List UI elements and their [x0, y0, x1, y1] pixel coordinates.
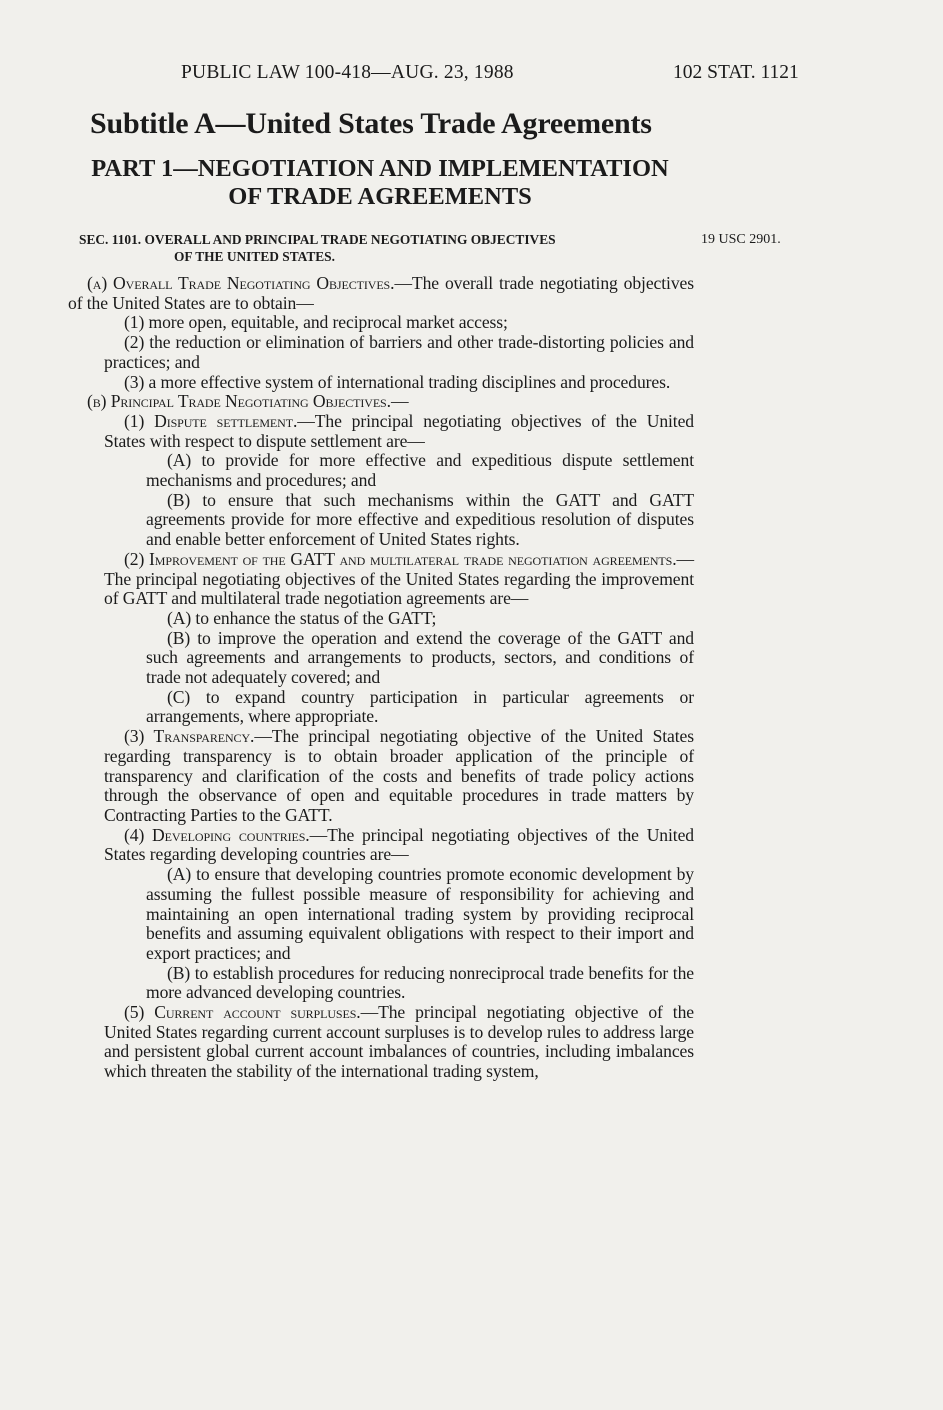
clause-b4A: (A) to ensure that developing countries promote economic development by assuming the fullest possible measure of responsibility for achieving and maintaining an open international trading system by providing reciprocal benefits and assuming equivalent obligations with respect to their import and export practices; and	[146, 864, 694, 963]
clause-b1B: (B) to ensure that such mechanisms within the GATT and GATT agreements provide for more effective and expeditious resolution of disputes and enable better enforcement of United States rights.	[146, 489, 694, 550]
paragraph-b1-text: —The principal negotiating objectives of the United States with respect to dispute settlement are—	[104, 410, 694, 451]
paragraph-a1: (1) more open, equitable, and reciprocal market access;	[124, 312, 508, 333]
subsection-b-heading: (b) Principal Trade Negotiating Objectives.	[87, 391, 391, 412]
paragraph-b5-text: —The principal negotiating objective of the United States regarding current account surpluses is to develop rules to address large and persistent global current account imbalances of countries, including imbalances which threaten the stability of the international trading system,	[104, 1002, 694, 1082]
running-title: PUBLIC LAW 100-418—AUG. 23, 1988	[181, 62, 514, 83]
part-heading-line2: OF TRADE AGREEMENTS	[228, 183, 532, 210]
paragraph-b4-text: —The principal negotiating objectives of the United States regarding developing countries are—	[104, 824, 694, 865]
clause-b2C: (C) to expand country participation in particular agreements or arrangements, where appropriate.	[146, 686, 694, 727]
clause-b1A: (A) to provide for more effective and expeditious dispute settlement mechanisms and procedures; and	[146, 450, 694, 491]
paragraph-b4	[68, 826, 694, 865]
subsection-a-text: —The overall trade negotiating objectives of the United States are to obtain—	[68, 273, 694, 313]
clause-b4B: (B) to establish procedures for reducing nonreciprocal trade benefits for the more advanced developing countries.	[146, 962, 694, 1003]
paragraph-a3: (3) a more effective system of international trading disciplines and procedures.	[124, 371, 671, 392]
section-heading	[79, 231, 691, 265]
paragraph-b3	[68, 727, 694, 826]
margin-citation: 19 USC 2901.	[701, 232, 781, 247]
paragraph-b1-heading: (1) Dispute settlement.	[124, 410, 298, 431]
running-header	[0, 62, 943, 88]
subtitle-heading: Subtitle A—United States Trade Agreements	[90, 107, 652, 140]
paragraph-b2	[68, 550, 694, 609]
paragraph-a2: (2) the reduction or elimination of barriers and other trade-distorting policies and practices; and	[104, 332, 694, 372]
paragraph-b5-heading: (5) Current account surpluses.	[124, 1002, 361, 1023]
paragraph-b1	[68, 412, 694, 451]
paragraph-b4-heading: (4) Developing countries.	[124, 824, 310, 845]
paragraph-b2-text: —The principal negotiating objectives of the United States regarding the improvement of GATT and multilateral trade negotiation agreements are—	[104, 548, 694, 609]
subsection-a	[68, 274, 694, 313]
clause-b2A: (A) to enhance the status of the GATT;	[167, 607, 437, 628]
paragraph-b2-heading: (2) Improvement of the GATT and multilateral trade negotiation agreements.	[124, 548, 677, 569]
subsection-b-text: —	[390, 391, 409, 412]
clause-b2B: (B) to improve the operation and extend the coverage of the GATT and such agreements and arrangements to products, sectors, and conditions of trade not adequately covered; and	[146, 627, 694, 688]
subsection-b	[68, 392, 694, 412]
part-heading-line1: PART 1—NEGOTIATION AND IMPLEMENTATION	[91, 155, 669, 182]
section-body	[68, 274, 694, 1082]
section-heading-line1: SEC. 1101. OVERALL AND PRINCIPAL TRADE NEGOTIATING OBJECTIVES	[79, 232, 556, 247]
part-heading	[88, 155, 672, 211]
paragraph-b3-heading: (3) Transparency.	[124, 726, 255, 747]
paragraph-b3-text: —The principal negotiating objective of the United States regarding transparency is to obtain broader application of the principle of transparency and clarification of the costs and benefits of trade policy actions through the observance of open and equitable procedures in trade matters by Contracting Parties to the GATT.	[104, 726, 694, 825]
subsection-a-heading: (a) Overall Trade Negotiating Objectives.	[87, 273, 395, 293]
section-heading-line2: OF THE UNITED STATES.	[174, 249, 335, 264]
statute-page-number: 102 STAT. 1121	[673, 62, 799, 83]
paragraph-b5	[68, 1003, 694, 1082]
